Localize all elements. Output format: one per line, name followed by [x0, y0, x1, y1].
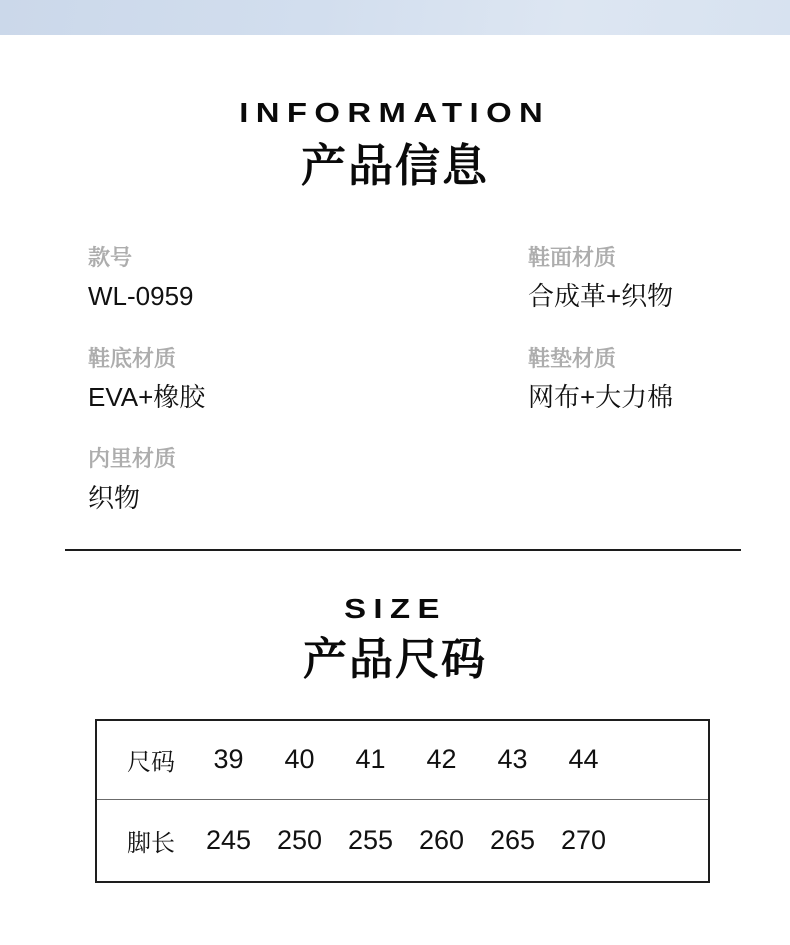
footlength-cell: 265 [489, 824, 536, 855]
info-heading-en [0, 97, 790, 128]
field-value: WL-0959 [88, 281, 194, 312]
size-section [0, 593, 790, 883]
field-insole-material [528, 346, 790, 414]
field-value: 合成革+织物 [528, 281, 674, 312]
footlength-cell: 250 [276, 824, 323, 855]
size-cell: 42 [426, 744, 457, 775]
field-model-number [88, 245, 528, 313]
field-label: 鞋垫材质 [528, 345, 617, 371]
field-value: 网布+大力棉 [528, 381, 674, 412]
footlength-cell: 245 [205, 824, 252, 855]
field-value: 织物 [88, 482, 141, 513]
info-fields-grid [88, 245, 790, 514]
info-section [0, 97, 790, 514]
size-heading-zh: 产品尺码 [303, 634, 487, 684]
size-cell: 39 [213, 744, 244, 775]
size-table [95, 719, 710, 883]
size-row-label: 尺码 [127, 749, 175, 777]
hero-image-bottom-strip [0, 0, 790, 35]
field-label: 鞋面材质 [528, 245, 617, 270]
footlength-cell: 260 [418, 824, 465, 855]
size-cell: 41 [355, 744, 386, 775]
section-divider [65, 549, 741, 551]
field-label: 内里材质 [88, 446, 177, 472]
footlength-cell: 270 [560, 824, 607, 855]
field-upper-material [528, 245, 790, 313]
field-label: 鞋底材质 [88, 345, 177, 371]
size-row-label: 脚长 [127, 829, 175, 857]
size-cell: 40 [284, 744, 315, 775]
size-table-row-sizes [97, 721, 708, 799]
field-value: EVA+橡胶 [88, 381, 206, 412]
info-heading-en-text: INFORMATION [239, 96, 551, 129]
info-heading-zh: 产品信息 [300, 140, 489, 191]
field-label: 款号 [88, 245, 133, 270]
field-sole-material [88, 346, 528, 414]
field-empty [528, 446, 790, 514]
size-cell: 43 [497, 744, 528, 775]
footlength-cell: 255 [347, 824, 394, 855]
size-heading-en [0, 593, 790, 624]
size-heading-en-text: SIZE [343, 592, 447, 624]
field-lining-material [88, 446, 528, 514]
size-cell: 44 [568, 744, 599, 775]
size-table-row-footlength [97, 799, 708, 881]
